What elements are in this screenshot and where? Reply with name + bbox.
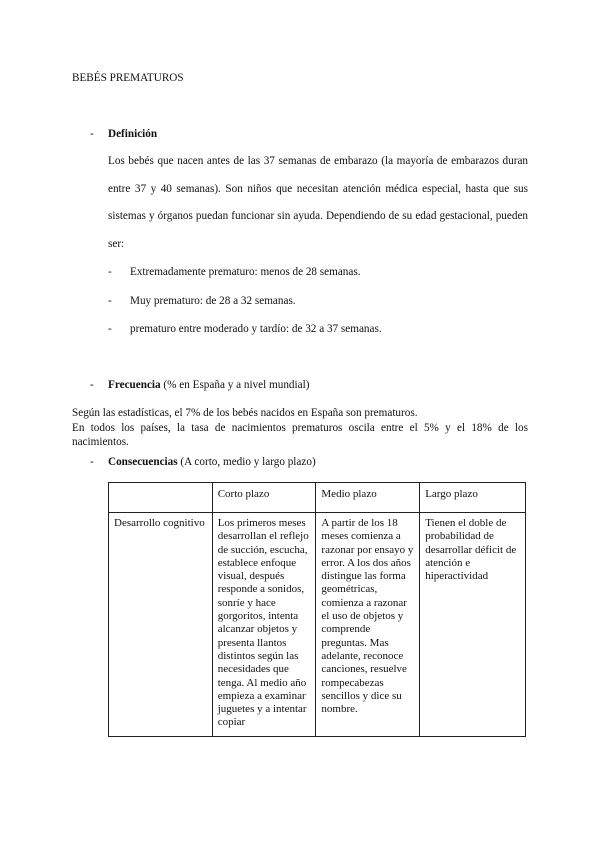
list-item (108, 323, 382, 335)
list-item-text: Muy prematuro: de 28 a 32 semanas. (130, 295, 296, 307)
frecuencia-heading-label: Frecuencia (108, 379, 161, 391)
table-cell-largo: Tienen el doble de probabilidad de desarrollar déficit de atención e hiperactividad (420, 513, 526, 737)
consecuencias-heading-suffix: (A corto, medio y largo plazo) (177, 456, 316, 468)
list-dash: - (108, 295, 112, 307)
frecuencia-heading-suffix: (% en España y a nivel mundial) (160, 379, 310, 391)
list-item (108, 266, 361, 278)
frecuencia-body (72, 406, 528, 450)
list-dash: - (90, 456, 94, 468)
table-header-cell: Corto plazo (212, 483, 316, 513)
list-item (108, 295, 296, 307)
table-row (109, 513, 526, 737)
definicion-heading-label: Definición (108, 128, 158, 140)
page-title: BEBÉS PREMATUROS (72, 72, 184, 84)
table-header-cell (109, 483, 213, 513)
consecuencias-table (108, 482, 526, 737)
list-dash: - (90, 128, 94, 140)
list-dash: - (90, 379, 94, 391)
consecuencias-heading-label: Consecuencias (108, 456, 178, 468)
frecuencia-line: Según las estadísticas, el 7% de los bebés nacidos en España son prematuros. (72, 407, 418, 419)
list-item-text: Extremadamente prematuro: menos de 28 semanas. (130, 266, 361, 278)
table-cell-label: Desarrollo cognitivo (109, 513, 213, 737)
table-header-row (109, 483, 526, 513)
table-cell-medio: A partir de los 18 meses comienza a razonar por ensayo y error. A los dos años distingue las forma geométricas, comienza a razonar el uso de objetos y comprende preguntas. Mas adelante, reconoce canciones, resuelve rompecabezas sencillos y dice su nombre. (316, 513, 420, 737)
list-dash: - (108, 266, 112, 278)
list-item-text: prematuro entre moderado y tardío: de 32 a 37 semanas. (130, 323, 382, 335)
table-header-cell: Largo plazo (420, 483, 526, 513)
section-heading-consecuencias (90, 456, 316, 468)
section-heading-frecuencia (90, 379, 309, 391)
table-cell-corto: Los primeros meses desarrollan el reflejo de succión, escucha, establece enfoque visual, después responde a sonidos, sonríe y hace gorgoritos, intenta alcanzar objetos y presenta llantos distintos según las necesidades que tenga. Al medio año empieza a examinar juguetes y a intentar copiar (212, 513, 316, 737)
list-dash: - (108, 323, 112, 335)
table-header-cell: Medio plazo (316, 483, 420, 513)
section-heading-definicion (90, 128, 157, 140)
frecuencia-line: En todos los países, la tasa de nacimientos prematuros oscila entre el 5% y el 18% de los nacimientos. (72, 421, 528, 448)
definicion-paragraph: Los bebés que nacen antes de las 37 semanas de embarazo (la mayoría de embarazos duran entre 37 y 40 semanas). Son niños que necesitan atención médica especial, hasta que sus sistemas y órganos puedan funcionar sin ayuda. Dependiendo de su edad gestacional, pueden ser: (108, 155, 528, 250)
